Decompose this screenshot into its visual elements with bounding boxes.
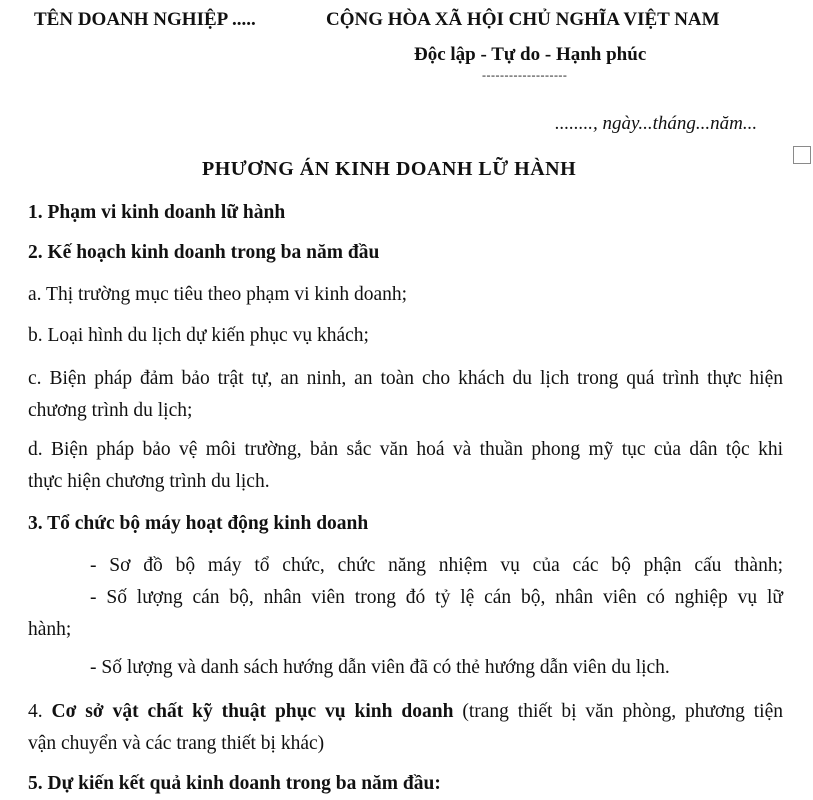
checkbox[interactable] bbox=[793, 146, 811, 164]
section-2: 2. Kế hoạch kinh doanh trong ba năm đầu bbox=[28, 242, 380, 263]
section-3-bullet-2-line2: hành; bbox=[28, 619, 72, 640]
section-2c-line2: chương trình du lịch; bbox=[28, 400, 193, 421]
section-4-heading: Cơ sở vật chất kỹ thuật phục vụ kinh doanh bbox=[51, 701, 454, 722]
national-title: CỘNG HÒA XÃ HỘI CHỦ NGHĨA VIỆT NAM bbox=[326, 9, 720, 30]
section-4-line1 bbox=[28, 702, 783, 722]
section-1 bbox=[28, 203, 285, 223]
date-line: ........, ngày...tháng...năm... bbox=[555, 113, 758, 134]
section-5: 5. Dự kiến kết quả kinh doanh trong ba năm đầu: bbox=[28, 773, 441, 794]
section-3-bullet-2-line1: - Số lượng cán bộ, nhân viên trong đó tỷ lệ cán bộ, nhân viên có nghiệp vụ lữ bbox=[90, 587, 783, 608]
section-3: 3. Tổ chức bộ máy hoạt động kinh doanh bbox=[28, 513, 369, 534]
section-3-bullet-3: - Số lượng và danh sách hướng dẫn viên đã có thẻ hướng dẫn viên du lịch. bbox=[90, 657, 670, 678]
section-4-detail: (trang thiết bị văn phòng, phương tiện bbox=[453, 701, 783, 722]
section-2a: a. Thị trường mục tiêu theo phạm vi kinh doanh; bbox=[28, 284, 408, 305]
section-2d-line1: d. Biện pháp bảo vệ môi trường, bản sắc văn hoá và thuần phong mỹ tục của dân tộc khi bbox=[28, 439, 783, 460]
section-4-number: 4. bbox=[28, 701, 52, 722]
motto-divider: ------------------- bbox=[482, 68, 568, 82]
section-2d-line2: thực hiện chương trình du lịch. bbox=[28, 471, 270, 492]
section-3-bullet-1: - Sơ đồ bộ máy tổ chức, chức năng nhiệm vụ của các bộ phận cấu thành; bbox=[90, 555, 783, 576]
motto: Độc lập - Tự do - Hạnh phúc bbox=[414, 44, 647, 65]
document-title: PHƯƠNG ÁN KINH DOANH LỮ HÀNH bbox=[202, 158, 577, 180]
section-1-text: 1. Phạm vi kinh doanh lữ hành bbox=[28, 202, 286, 223]
section-4-line2: vận chuyển và các trang thiết bị khác) bbox=[28, 733, 325, 754]
section-2b: b. Loại hình du lịch dự kiến phục vụ khách; bbox=[28, 325, 369, 346]
company-name: TÊN DOANH NGHIỆP ..... bbox=[34, 9, 256, 30]
section-2c-line1: c. Biện pháp đảm bảo trật tự, an ninh, an toàn cho khách du lịch trong quá trình thực hiện bbox=[28, 368, 783, 389]
